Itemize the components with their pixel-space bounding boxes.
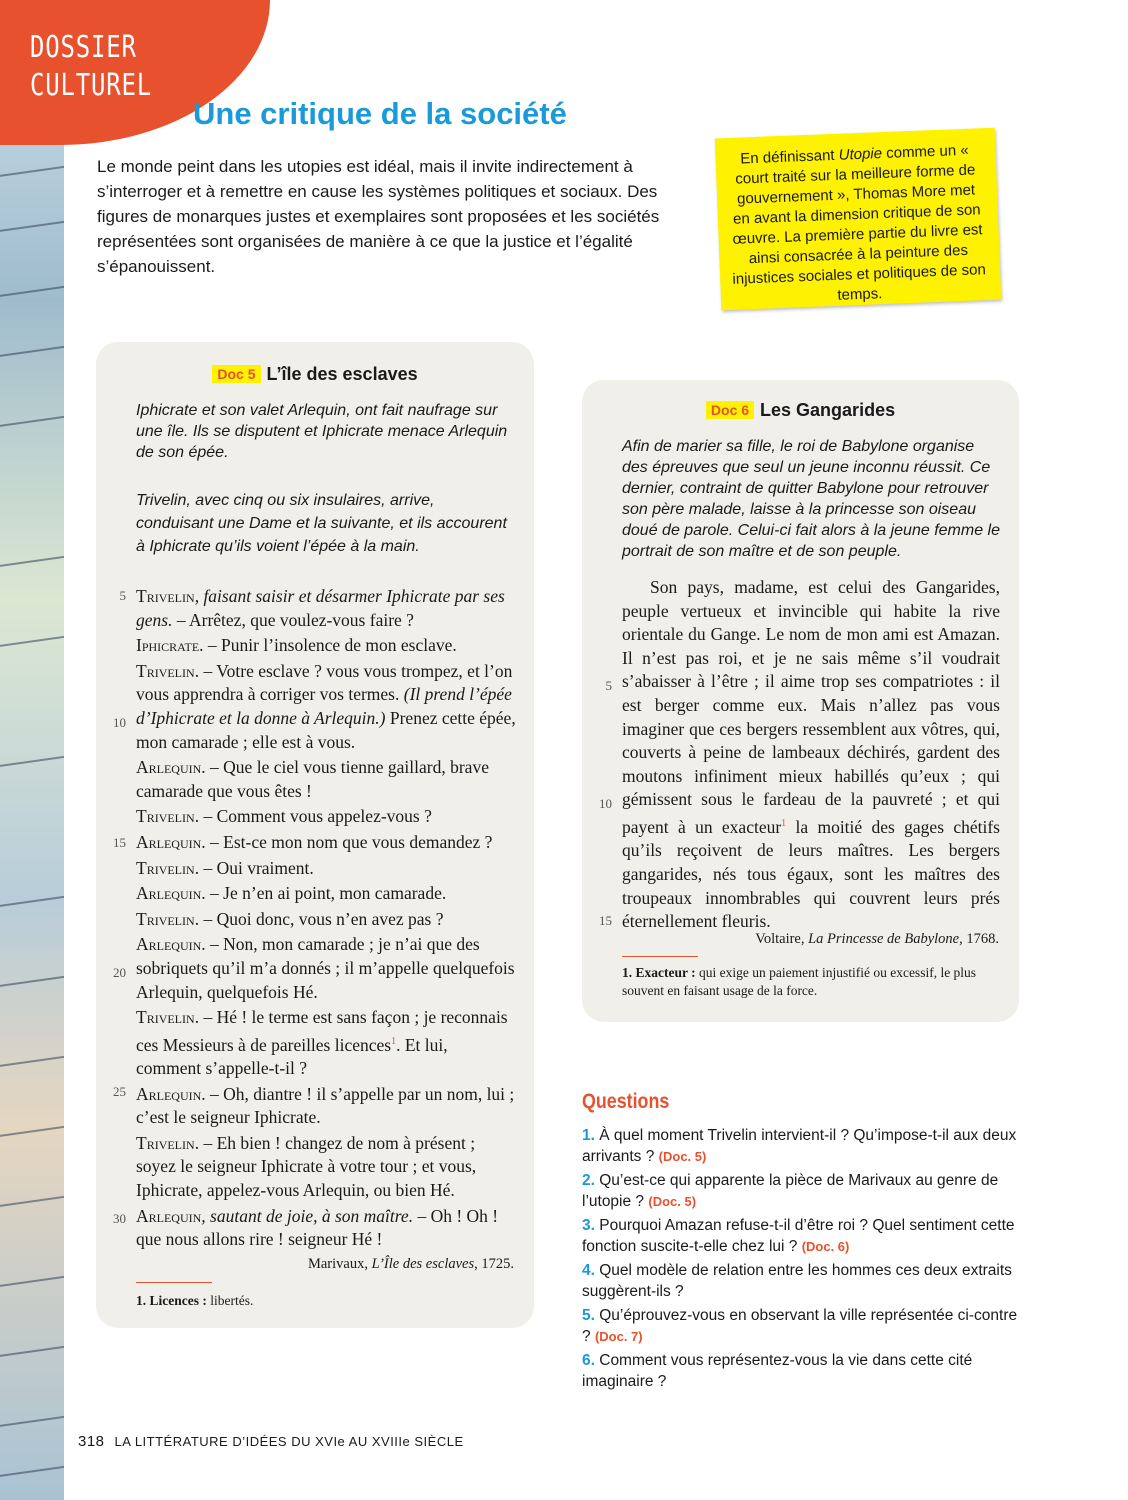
doc6-card xyxy=(582,380,1019,1022)
dialogue-line: Trivelin, faisant saisir et désarmer Iphicrate par ses gens. – Arrêtez, que voulez-vous faire ? xyxy=(136,586,505,630)
doc5-dialogue xyxy=(113,585,516,1252)
page-title: Une critique de la société xyxy=(193,96,567,131)
line-number: 10 xyxy=(113,715,126,730)
doc5-header xyxy=(96,364,534,385)
doc6-header xyxy=(582,400,1019,421)
line-number: 15 xyxy=(113,835,126,850)
doc6-footnote: 1. Exacteur : qui exige un paiement injustifié ou excessif, le plus souvent en faisant usage de la force. xyxy=(622,965,977,998)
doc6-text: Son pays, madame, est celui des Gangarides, peuple vertueux et invincible qui habite la rive orientale du Gange. Le nom de mon ami est Amazan. Il n’est pas roi, et je ne sais même s’il voudrait s’abaisser à l’être ; il aime trop ses compatriotes : il est berger comme eux. Mais n’allez pas vous imaginer que ces bergers ressemblent aux vôtres, qui, couverts à peine de lambeaux déchirés, gardent des moutons infiniment mieux habillés qu’eux ; qui gémissent sous le fardeau de la pauvreté ; et qui payent à un exacteur$^1$ la moitié des gages chétifs qu’ils reçoivent de leurs maîtres. Les bergers gangarides, nés tous égaux, sont les maîtres des troupeaux innombrables qui couvrent leurs prés éternellement fleuris. xyxy=(622,577,1000,932)
dialogue-line: Trivelin. – Comment vous appelez-vous ? xyxy=(136,806,432,827)
dialogue-line: Trivelin. – Hé ! le terme est sans façon ; je reconnais ces Messieurs à de pareilles licences$^1$. Et lui, comment s’appelle-t-il ? xyxy=(136,1007,508,1079)
doc5-title: L’île des esclaves xyxy=(266,364,418,384)
intro-paragraph: Le monde peint dans les utopies est idéal, mais il invite indirectement à s’interroger et à remettre en cause les systèmes politiques et sociaux. Des figures de monarques justes et exemplaires sont proposées et les sociétés représentées sont organisées de manière à ce que la justice et l’égalité s’épanouissent. xyxy=(97,157,660,276)
note-italic: Utopie xyxy=(838,145,883,164)
doc5-intro2: Trivelin, avec cinq ou six insulaires, arrive, conduisant une Dame et la suivante, et ils accourent à Iphicrate qu’ils voient l’épée à la main. xyxy=(136,492,507,555)
dossier-label: DOSSIER xyxy=(30,30,137,65)
doc5-intro1: Iphicrate et son valet Arlequin, ont fait naufrage sur une île. Ils se disputent et Iphicrate menace Arlequin de son épée. xyxy=(136,402,508,461)
line-number: 5 xyxy=(605,678,612,693)
dialogue-line: Arlequin. – Que le ciel vous tienne gaillard, brave camarade que vous êtes ! xyxy=(136,757,489,801)
questions-title: Questions xyxy=(582,1090,670,1113)
question-item: 3. Pourquoi Amazan refuse-t-il d’être roi ? Quel sentiment cette fonction suscite-t-elle chez lui ? (Doc. 6) xyxy=(582,1217,1015,1255)
culturel-label: CULTUREL xyxy=(30,68,152,103)
doc6-badge: Doc 6 xyxy=(706,401,754,419)
dialogue-line: Trivelin. – Votre esclave ? vous vous trompez, et l’on vous apprendra à corriger vos termes. (Il prend l’épée d’Iphicrate et la donne à Arlequin.) Prenez cette épée, mon camarade ; elle est à vous. xyxy=(136,660,516,752)
dialogue-line: Arlequin. – Est-ce mon nom que vous demandez ? xyxy=(136,831,493,852)
line-number: 25 xyxy=(113,1084,126,1099)
dialogue-line: Trivelin. – Oui vraiment. xyxy=(136,857,314,878)
question-item: 2. Qu’est-ce qui apparente la pièce de Marivaux au genre de l’utopie ? (Doc. 5) xyxy=(582,1172,999,1210)
doc5-footnote: 1. Licences : libertés. xyxy=(136,1293,254,1308)
dialogue-line: Arlequin. – Oh, diantre ! il s’appelle par un nom, lui ; c’est le seigneur Iphicrate. xyxy=(136,1083,515,1128)
question-item: 5. Qu’éprouvez-vous en observant la ville représentée ci-contre ? (Doc. 7) xyxy=(582,1307,1018,1345)
doc6-intro: Afin de marier sa fille, le roi de Babylone organise des épreuves que seul un jeune inconnu réussit. Ce dernier, contraint de quitter Babylone pour retrouver son père malade, laisse à la princesse son oiseau doué de parole. Celui-ci fait alors à la jeune femme le portrait de son maître et de son peuple. xyxy=(622,438,1000,560)
doc6-source: Voltaire, La Princesse de Babylone, 1768. xyxy=(755,931,999,947)
footer-text: LA LITTÉRATURE D’IDÉES DU XVIe AU XVIIIe SIÈCLE xyxy=(114,1434,464,1449)
question-item: 4. Quel modèle de relation entre les hommes ces deux extraits suggèrent-ils ? xyxy=(582,1262,1012,1300)
line-number: 20 xyxy=(113,965,126,980)
doc5-badge: Doc 5 xyxy=(212,365,260,383)
footnote-divider xyxy=(136,1282,212,1283)
dialogue-line: Iphicrate. – Punir l’insolence de mon esclave. xyxy=(136,635,457,656)
page-number: 318 xyxy=(78,1433,105,1450)
line-number: 5 xyxy=(119,588,126,603)
doc6-title: Les Gangarides xyxy=(760,400,896,420)
line-number: 15 xyxy=(599,913,612,928)
footnote-divider xyxy=(622,956,698,957)
line-number: 10 xyxy=(599,796,612,811)
dialogue-line: Arlequin. – Non, mon camarade ; je n’ai que des sobriquets qu’il m’a donnés ; il m’appelle quelquefois Arlequin, quelquefois Hé. xyxy=(136,934,515,1002)
note-text-before: En définissant xyxy=(740,146,840,168)
dialogue-line: Trivelin. – Eh bien ! changez de nom à présent ; soyez le seigneur Iphicrate à votre tour ; et vous, Iphicrate, appelez-vous Arlequin, ou bien Hé. xyxy=(136,1132,477,1201)
decorative-map-strip xyxy=(0,0,64,1500)
sticky-note xyxy=(715,128,1001,311)
dialogue-line: Arlequin, sautant de joie, à son maître. – Oh ! Oh ! que nous allons rire ! seigneur Hé ! xyxy=(136,1205,499,1250)
page-footer xyxy=(78,1433,464,1450)
doc5-card xyxy=(96,342,534,1328)
question-item: 6. Comment vous représentez-vous la vie dans cette cité imaginaire ? xyxy=(582,1352,973,1390)
question-item: 1. À quel moment Trivelin intervient-il ? Qu’impose-t-il aux deux arrivants ? (Doc. 5) xyxy=(582,1127,1017,1165)
dialogue-line: Arlequin. – Je n’en ai point, mon camarade. xyxy=(136,883,447,904)
dialogue-line: Trivelin. – Quoi donc, vous n’en avez pas ? xyxy=(136,908,444,929)
questions-list xyxy=(582,1125,1022,1395)
line-number: 30 xyxy=(113,1211,126,1226)
doc5-source: Marivaux, L’Île des esclaves, 1725. xyxy=(307,1256,514,1272)
note-text-after: comme un « court traité sur la meilleure forme de gouvernement », Thomas More met en avant la dimension critique de son œuvre. La première partie du livre est ainsi consacrée à la peinture des injustices sociales et politiques de son temps. xyxy=(732,141,987,304)
